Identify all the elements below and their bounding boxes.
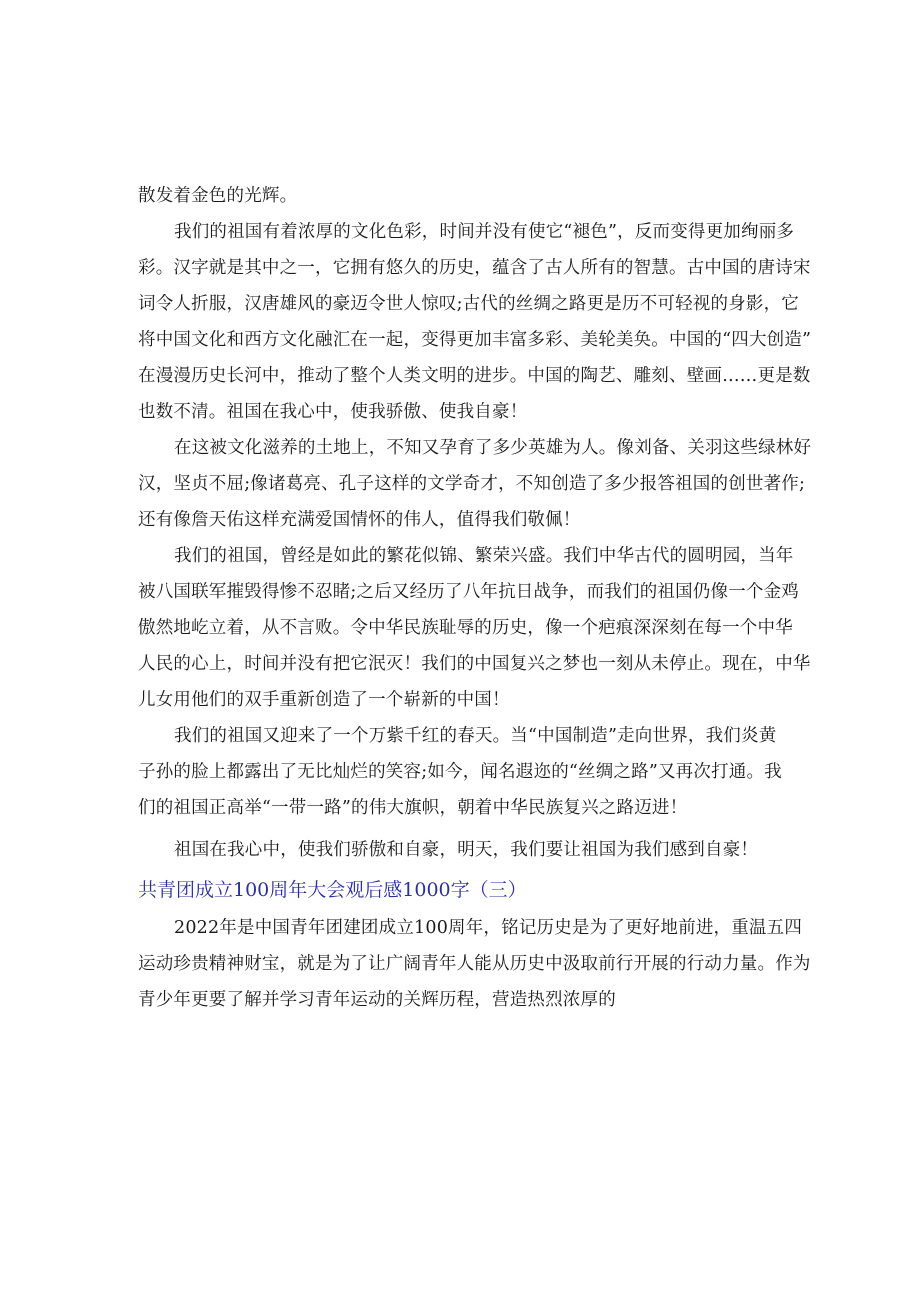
paragraph-line: 词令人折服，汉唐雄风的豪迈令世人惊叹;古代的丝绸之路更是历不可轻视的身影，它 bbox=[138, 294, 799, 314]
paragraph-line: 们的祖国正高举“一带一路”的伟大旗帜，朝着中华民族复兴之路迈进！ bbox=[138, 798, 688, 818]
paragraph-line: 还有像詹天佑这样充满爱国情怀的伟人，值得我们敬佩！ bbox=[138, 510, 581, 530]
section-heading: 共青团成立100周年大会观后感1000字（三） bbox=[138, 879, 527, 901]
paragraph-line: 汉，坚贞不屈;像诸葛亮、孔子这样的文学奇才，不知创造了多少报答祖国的创世著作; bbox=[138, 474, 806, 494]
paragraph-first-line: 2022年是中国青年团建团成立100周年，铭记历史是为了更好地前进，重温五四 bbox=[174, 918, 803, 938]
paragraph-line: 彩。汉字就是其中之一，它拥有悠久的历史，蕴含了古人所有的智慧。古中国的唐诗宋 bbox=[138, 258, 811, 278]
paragraph-line: 傲然地屹立着，从不言败。令中华民族耻辱的历史，像一个疤痕深深刻在每一个中华 bbox=[138, 618, 793, 638]
paragraph-first-line: 我们的祖国又迎来了一个万紫千红的春天。当“中国制造”走向世界，我们炎黄 bbox=[174, 726, 777, 746]
document-body bbox=[138, 178, 812, 1018]
paragraph-line: 儿女用他们的双手重新创造了一个崭新的中国！ bbox=[138, 690, 510, 710]
paragraph-line: 也数不清。祖国在我心中，使我骄傲、使我自豪！ bbox=[138, 402, 528, 422]
paragraph-line: 被八国联军摧毁得惨不忍睹;之后又经历了八年抗日战争，而我们的祖国仍像一个金鸡 bbox=[138, 582, 799, 602]
paragraph-line: 将中国文化和西方文化融汇在一起，变得更加丰富多彩、美轮美奂。中国的“四大创造” bbox=[138, 330, 812, 350]
paragraph-first-line: 我们的祖国，曾经是如此的繁花似锦、繁荣兴盛。我们中华古代的圆明园，当年 bbox=[174, 546, 794, 566]
paragraph-line: 青少年更要了解并学习青年运动的关辉历程，营造热烈浓厚的 bbox=[138, 990, 616, 1010]
paragraph-line: 在漫漫历史长河中，推动了整个人类文明的进步。中国的陶艺、雕刻、壁画……更是数 bbox=[138, 366, 811, 386]
paragraph-first-line: 我们的祖国有着浓厚的文化色彩，时间并没有使它“褪色”，反而变得更加绚丽多 bbox=[174, 222, 795, 242]
paragraph-first-line: 在这被文化滋养的土地上，不知又孕育了多少英雄为人。像刘备、关羽这些绿林好 bbox=[174, 438, 812, 458]
paragraph-line: 人民的心上，时间并没有把它泯灭！我们的中国复兴之梦也一刻从未停止。现在，中华 bbox=[138, 654, 811, 674]
paragraph-first-line: 祖国在我心中，使我们骄傲和自豪，明天，我们要让祖国为我们感到自豪！ bbox=[174, 840, 759, 860]
paragraph-line: 散发着金色的光辉。 bbox=[138, 186, 298, 206]
paragraph-line: 运动珍贵精神财宝，就是为了让广阔青年人能从历史中汲取前行开展的行动力量。作为 bbox=[138, 954, 811, 974]
paragraph-line: 子孙的脸上都露出了无比灿烂的笑容;如今，闻名遐迩的“丝绸之路”又再次打通。我 bbox=[138, 762, 782, 782]
